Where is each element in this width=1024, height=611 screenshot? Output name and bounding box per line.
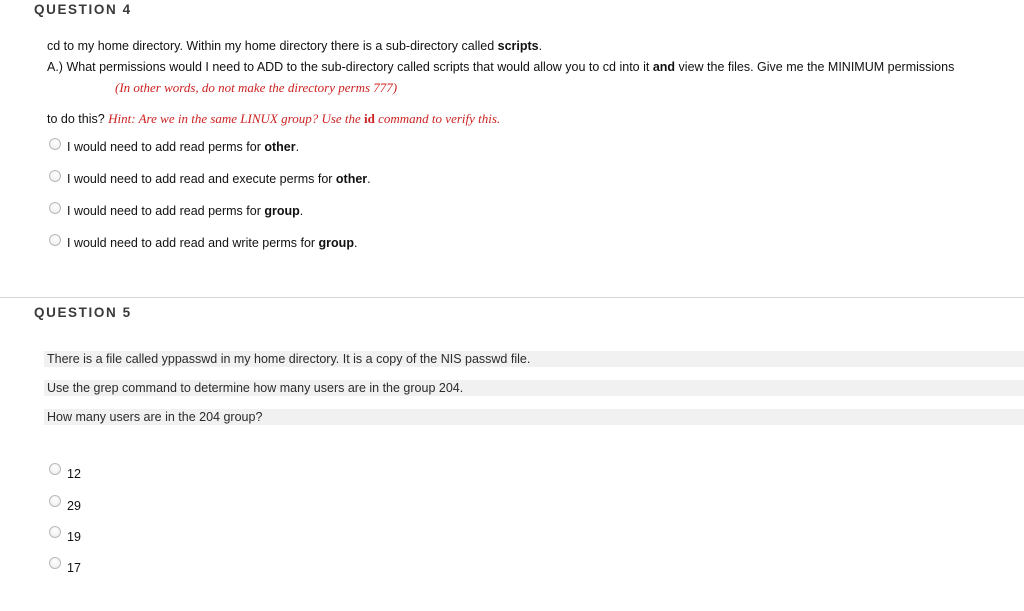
- q4-option-3-end: .: [299, 204, 304, 218]
- q4-option-1-radio[interactable]: [49, 138, 61, 150]
- q4-option-1-bold: other: [264, 140, 296, 154]
- question-5-heading: QUESTION 5: [34, 305, 132, 320]
- q5-option-3-label[interactable]: 19: [67, 530, 81, 544]
- q4-option-3-bold: group: [264, 204, 300, 218]
- q5-option-1[interactable]: [49, 464, 81, 480]
- q4-line1-end: .: [538, 39, 543, 53]
- q4-option-4[interactable]: [49, 235, 357, 251]
- q4-line2-text-b: view the files. Give me the MINIMUM permissions: [675, 60, 955, 74]
- q5-option-4[interactable]: [49, 558, 81, 574]
- q4-option-2-bold: other: [335, 172, 368, 186]
- q5-option-4-radio[interactable]: [49, 557, 61, 569]
- q4-hint-a: Hint: Are we in the same LINUX group? Use the: [108, 111, 365, 126]
- q4-option-1-end: .: [295, 140, 300, 154]
- q5-option-3-radio[interactable]: [49, 526, 61, 538]
- q4-option-3-text: I would need to add read perms for: [67, 204, 265, 218]
- question-5-line-2: Use the grep command to determine how many users are in the group 204.: [44, 380, 1024, 396]
- q4-option-2-radio[interactable]: [49, 170, 61, 182]
- q4-hint: [108, 111, 500, 126]
- q4-option-2-label[interactable]: [67, 172, 371, 186]
- q4-option-4-radio[interactable]: [49, 234, 61, 246]
- q4-option-4-end: .: [353, 236, 358, 250]
- q4-option-2[interactable]: [49, 171, 371, 187]
- q4-option-1-label[interactable]: [67, 140, 299, 154]
- q4-option-4-bold: group: [318, 236, 354, 250]
- q4-line2-text-a: A.) What permissions would I need to ADD to the sub-directory called scripts that would allow you to cd into it: [47, 60, 653, 74]
- q4-option-2-text: I would need to add read and execute perms for: [67, 172, 336, 186]
- question-4-heading: QUESTION 4: [34, 2, 132, 17]
- q4-option-4-text: I would need to add read and write perms for: [67, 236, 319, 250]
- q4-option-1-text: I would need to add read perms for: [67, 140, 265, 154]
- q4-hint-b: command to verify this.: [374, 111, 501, 126]
- question-4-line-2: [47, 60, 1024, 74]
- q4-line4-prefix: to do this?: [47, 112, 109, 126]
- q4-line2-bold: and: [652, 60, 676, 74]
- question-4-line-4: [47, 111, 500, 127]
- q5-option-4-label[interactable]: 17: [67, 561, 81, 575]
- q4-line1-text: cd to my home directory. Within my home directory there is a sub-directory called: [47, 39, 498, 53]
- q5-option-1-label[interactable]: 12: [67, 467, 81, 481]
- q4-option-3-label[interactable]: [67, 204, 303, 218]
- q4-line1-bold: scripts: [497, 39, 539, 53]
- q4-option-1[interactable]: [49, 139, 299, 155]
- q5-option-2-radio[interactable]: [49, 495, 61, 507]
- q5-option-2[interactable]: [49, 496, 81, 512]
- q5-option-3[interactable]: [49, 527, 81, 543]
- q5-option-1-radio[interactable]: [49, 463, 61, 475]
- question-4-line-1: [47, 39, 542, 53]
- q4-option-2-end: .: [367, 172, 371, 186]
- q4-hint-bold: id: [364, 111, 375, 126]
- question-5-line-1: There is a file called yppasswd in my home directory. It is a copy of the NIS passwd file.: [44, 351, 1024, 367]
- question-5-line-3: How many users are in the 204 group?: [44, 409, 1024, 425]
- q5-option-2-label[interactable]: 29: [67, 499, 81, 513]
- question-4-note: (In other words, do not make the directory perms 777): [115, 80, 398, 95]
- question-divider: [0, 297, 1024, 298]
- q4-option-4-label[interactable]: [67, 236, 357, 250]
- q4-option-3[interactable]: [49, 203, 303, 219]
- q4-option-3-radio[interactable]: [49, 202, 61, 214]
